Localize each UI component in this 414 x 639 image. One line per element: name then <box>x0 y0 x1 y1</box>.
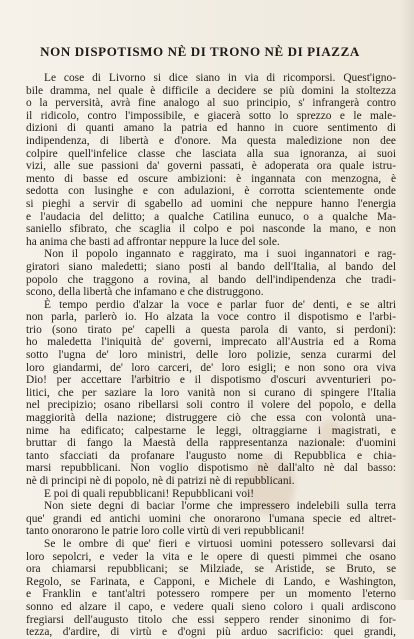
text-line: non parla, parlerò io. Ho alzata la voce contro il dispotismo e l'arbi- <box>26 311 396 324</box>
text-line: nè di principi nè di popolo, nè di patrizi nè di repubblicani. <box>26 475 295 487</box>
text-line: mento di basse ed oscure ambizioni: è ingannata con menzogna, è <box>26 172 396 185</box>
text-line: Le cose di Livorno si dice siano in via di ricomporsi. Quest'igno- <box>44 72 396 84</box>
text-line: indipendenza, di libertà e d'onore. Ma questa maledizione non dee <box>26 134 396 147</box>
text-line: scono, della libertà che infamano e che distruggono. <box>26 286 264 299</box>
text-line: tanto onorarono le patrie loro colle virtù di veri repubblicani! <box>26 525 305 538</box>
text-line: trio (sono tirato pe' capelli a questa parola di vanto, si perdoni): <box>26 323 396 336</box>
text-line: maggiorità della nazione; distruggere ciò che essa con volontà una- <box>26 412 396 425</box>
text-line: Regolo, se Farinata, e Capponi, e Michele di Lando, e Washington, <box>26 575 396 588</box>
text-line: Non siete degni di baciar l'orme che impressero indelebili sulla terra <box>44 500 396 513</box>
text-line: loro giandarmi, de' loro carceri, de' loro esigli; e non sono ora viva <box>26 361 396 374</box>
text-line: si pieghi a servir di sgabello ad uomini che neppure hanno l'energia <box>26 197 396 210</box>
text-line: tanto sfacciati da profanare l'augusto nome di Repubblica e chia- <box>26 449 396 462</box>
text-line: loro sepolcri, e veder la vita e le opere di questi pimmei che osano <box>26 550 396 563</box>
text-line: vizi, alle sue passioni da' governi passati, è adoperata ora quale istru- <box>26 160 396 173</box>
text-line: Dio! per accettare l'arbitrio e il dispotismo d'oscuri avventurieri po- <box>26 374 396 387</box>
text-line: marsi repubblicani. Non voglio dispotismo nè dall'alto nè dal basso: <box>26 462 396 475</box>
text-line: Se le ombre di que' fieri e virtuosi uomini potessero sollevarsi dai <box>44 537 396 550</box>
text-line: popolo che traggono a rovina, al bando dell'indipendenza che tradi- <box>26 273 396 286</box>
text-line: e Franklin e tant'altri potessero rompere per un momento l'eterno <box>26 588 396 601</box>
text-line: colpire quell'infelice classe che lasciata alla sua ignoranza, ai suoi <box>26 147 396 160</box>
text-line: saniello sfibrato, che scaglia il colpo e poi nasconde la mano, e non <box>26 223 396 236</box>
text-line: o la perversità, avrà fine analogo al suo principio, s' infrangerà contro <box>26 97 396 110</box>
text-line: ho maledetta l'iniquità de' governi, imprecato all'Austria ed a Roma <box>26 336 396 349</box>
text-line: bruttar di fango la Maestà della rappresentanza nazionale: d'uomini <box>26 437 396 450</box>
text-line: e l'audacia del delitto; a qualche Catilina eunuco, o a qualche Ma- <box>26 210 396 223</box>
text-line: ora chiamarsi repubblicani; se Milziade, se Aristide, se Bruto, se <box>26 563 396 576</box>
text-line: fregiarsi dell'augusto titolo che essi seppero render sinonimo di for- <box>26 613 396 626</box>
text-line: giratori siano maledetti; siano posti al bando dell'Italia, al bando del <box>26 260 396 273</box>
text-line: bile dramma, nel quale è difficile a decidere se più domini la stoltezza <box>26 84 396 97</box>
text-line: sonno ed alzare il capo, e vedere quali sieno coloro i quali ardiscono <box>26 600 396 613</box>
document-body <box>26 72 396 639</box>
text-line: Non il popolo ingannato e raggirato, ma i suoi ingannatori e rag- <box>44 248 396 261</box>
text-line: nime ha edificato; calpestarne le leggi, oltraggiarne i magistrati, e <box>26 424 396 437</box>
text-line: dizioni di quanti amano la patria ed hanno in cuore sentimento di <box>26 122 396 135</box>
text-line: E poi di quali repubblicani! Repubblicani voi! <box>44 487 255 500</box>
text-line: litici, che per saziare la loro vanità non si curano di spingere l'Italia <box>26 386 396 399</box>
text-line: sotto l'ugna de' loro ministri, delle loro polizie, senza curarmi del <box>26 349 396 362</box>
text-line: È tempo perdio d'alzar la voce e parlar fuor de' denti, e se altri <box>44 298 396 311</box>
text-line: tezza, d'ardire, di virtù e d'ogni più arduo sacrificio: quei grandi, <box>26 626 396 639</box>
text-line: sedotta con lusinghe e con adulazioni, è corrotta scientemente onde <box>26 185 396 198</box>
text-line: nel precipizio; osano ribellarsi soli contro il volere del popolo, e della <box>26 399 396 412</box>
text-line: que' grandi ed antichi uomini che onorarono l'umana specie ed altret- <box>26 512 396 525</box>
document-title: NON DISPOTISMO NÈ DI TRONO NÈ DI PIAZZA <box>40 44 360 59</box>
text-line: ha anima che basti ad affrontar neppure la luce del sole. <box>26 235 280 248</box>
paper-edge-shadow <box>400 0 414 600</box>
text-line: il ridicolo, contro l'impossibile, e giacerà sotto lo sprezzo e le male- <box>26 109 396 122</box>
